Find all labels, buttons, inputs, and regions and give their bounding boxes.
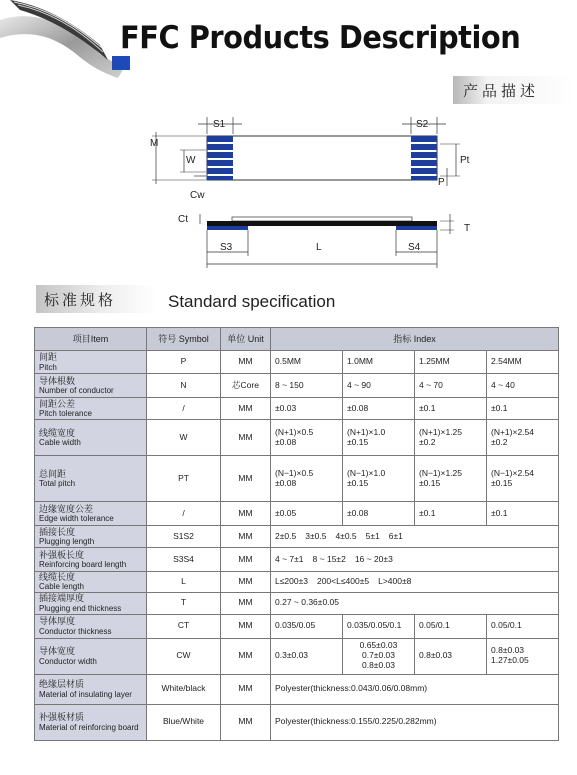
section-cn-tag — [36, 285, 156, 313]
item-cell — [35, 526, 147, 548]
label-t: T — [464, 223, 470, 234]
index-line: 0.65±0.03 — [359, 640, 398, 651]
index-value: Polyester(thickness:0.155/0.225/0.282mm) — [275, 716, 437, 727]
unit-cell: MM — [221, 420, 271, 456]
item-cn: 补强板材质 — [39, 712, 85, 723]
index-value: 6±1 — [388, 530, 403, 541]
symbol-cell: N — [147, 374, 221, 398]
item-en: Plugging length — [39, 537, 95, 547]
index-line: (N+1)×1.0 — [347, 426, 386, 437]
unit-cell: MM — [221, 456, 271, 502]
index-line: 0.8±0.03 — [491, 645, 525, 656]
label-s1: S1 — [213, 119, 226, 130]
unit-cell: MM — [221, 502, 271, 526]
table-row — [35, 548, 559, 572]
table-header-row — [35, 328, 559, 351]
left-conductor-group — [207, 136, 233, 180]
item-cn: 线缆长度 — [39, 572, 76, 582]
index-cell — [343, 456, 415, 502]
symbol-cell: CT — [147, 614, 221, 638]
item-cell — [35, 456, 147, 502]
index-cell — [415, 420, 487, 456]
index-line: (N−1)×1.25 — [419, 467, 462, 478]
label-s2: S2 — [416, 119, 429, 130]
item-cn: 插接长度 — [39, 526, 76, 537]
item-cell — [35, 704, 147, 740]
item-cell — [35, 638, 147, 674]
item-en: Cable width — [39, 438, 81, 448]
label-m: M — [150, 138, 159, 149]
index-line: ±0.15 — [347, 436, 369, 447]
index-cell — [343, 420, 415, 456]
page-header — [0, 0, 577, 80]
unit-cell: MM — [221, 351, 271, 374]
index-line: (N−1)×0.5 — [275, 467, 314, 478]
index-value: 200<L≤400±5 — [316, 575, 370, 586]
item-en: Pitch tolerance — [39, 409, 92, 419]
item-en: Total pitch — [39, 479, 76, 489]
index-cell — [271, 456, 343, 502]
index-cell: 4 ~ 90 — [343, 374, 415, 398]
right-conductor-group — [411, 136, 437, 180]
table-row — [35, 502, 559, 526]
item-cn: 总间距 — [39, 468, 67, 479]
index-cell: 0.3±0.03 — [271, 638, 343, 674]
index-cell: 1.0MM — [343, 351, 415, 374]
index-cell: ±0.03 — [271, 398, 343, 420]
item-cn: 间距公差 — [39, 398, 76, 409]
index-value: 0.27 ~ 0.36±0.05 — [275, 597, 339, 608]
item-en: Material of insulating layer — [39, 689, 132, 699]
index-cell: 1.25MM — [415, 351, 487, 374]
index-line: ±0.2 — [491, 436, 508, 447]
index-cell: 4 ~ 40 — [487, 374, 559, 398]
item-en: Material of reinforcing board — [39, 722, 139, 732]
index-cell-merged — [271, 526, 559, 548]
index-cell: ±0.08 — [343, 502, 415, 526]
item-en: Cable length — [39, 582, 84, 592]
index-line: 1.27±0.05 — [491, 655, 529, 666]
symbol-cell: PT — [147, 456, 221, 502]
index-cell: ±0.1 — [415, 398, 487, 420]
cn-subtitle: 产品描述 — [463, 82, 540, 100]
spec-table-body — [35, 351, 559, 741]
index-line: (N+1)×1.25 — [419, 426, 462, 437]
index-cell-merged — [271, 548, 559, 572]
index-cell: 0.05/0.1 — [487, 614, 559, 638]
index-cell: 0.05/0.1 — [415, 614, 487, 638]
item-cell — [35, 351, 147, 374]
item-cn: 导体宽度 — [39, 646, 76, 657]
unit-cell: MM — [221, 526, 271, 548]
symbol-cell: T — [147, 592, 221, 614]
index-value: L≤200±3 — [275, 575, 308, 586]
index-line: ±0.2 — [419, 436, 436, 447]
table-row — [35, 704, 559, 740]
table-row — [35, 398, 559, 420]
item-cn: 绝缘层材质 — [39, 679, 85, 690]
ffc-cable-graphic — [0, 0, 140, 78]
label-p: P — [438, 177, 445, 188]
table-row — [35, 592, 559, 614]
index-cell: 8 ~ 150 — [271, 374, 343, 398]
symbol-cell: CW — [147, 638, 221, 674]
unit-cell: MM — [221, 592, 271, 614]
item-en: Plugging end thickness — [39, 603, 122, 613]
index-line: (N−1)×2.54 — [491, 467, 534, 478]
item-en: Reinforcing board length — [39, 560, 127, 570]
label-s3: S3 — [220, 242, 233, 253]
index-line: 0.8±0.03 — [361, 659, 396, 670]
index-cell — [271, 420, 343, 456]
index-cell — [487, 638, 559, 674]
item-cn: 间距 — [39, 352, 58, 363]
ffc-dimension-diagram — [150, 110, 470, 280]
item-en: Pitch — [39, 362, 57, 372]
index-line: (N−1)×1.0 — [347, 467, 386, 478]
index-cell — [487, 456, 559, 502]
index-cell — [487, 420, 559, 456]
index-line: ±0.15 — [419, 477, 441, 488]
item-cell — [35, 548, 147, 572]
unit-cell: MM — [221, 572, 271, 593]
section-en-title: Standard specification — [168, 292, 336, 311]
index-cell: 0.035/0.05/0.1 — [343, 614, 415, 638]
item-cn: 导体根数 — [39, 375, 76, 386]
symbol-cell: P — [147, 351, 221, 374]
label-pt: Pt — [460, 155, 470, 166]
symbol-cell: / — [147, 398, 221, 420]
index-value: Polyester(thickness:0.043/0.06/0.08mm) — [275, 683, 428, 694]
header-item: 项目Item — [35, 328, 147, 351]
item-cn: 线缆宽度 — [39, 427, 76, 438]
index-value: 4±0.5 — [335, 530, 357, 541]
item-cell — [35, 614, 147, 638]
index-cell — [415, 456, 487, 502]
unit-cell: MM — [221, 674, 271, 704]
index-cell: ±0.1 — [487, 502, 559, 526]
section-cn-title: 标准规格 — [44, 291, 117, 309]
index-line: (N+1)×2.54 — [491, 426, 534, 437]
index-value: L>400±8 — [378, 575, 412, 586]
symbol-cell: S3S4 — [147, 548, 221, 572]
index-cell-merged — [271, 704, 559, 740]
unit-cell: MM — [221, 614, 271, 638]
item-cn: 插接端厚度 — [39, 593, 85, 604]
label-cw: Cw — [190, 190, 205, 201]
label-s4: S4 — [408, 242, 421, 253]
item-en: Conductor width — [39, 656, 97, 666]
index-cell: 2.54MM — [487, 351, 559, 374]
table-row — [35, 526, 559, 548]
unit-cell: MM — [221, 548, 271, 572]
item-en: Number of conductor — [39, 386, 114, 396]
item-cell — [35, 398, 147, 420]
index-value: 8 ~ 15±2 — [312, 553, 346, 564]
header-index: 指标 Index — [271, 328, 559, 351]
item-cell — [35, 374, 147, 398]
symbol-cell: L — [147, 572, 221, 593]
symbol-cell: W — [147, 420, 221, 456]
index-cell: ±0.1 — [415, 502, 487, 526]
index-cell-merged — [271, 592, 559, 614]
item-cell — [35, 592, 147, 614]
symbol-cell: White/black — [147, 674, 221, 704]
index-line: (N+1)×0.5 — [275, 426, 314, 437]
index-value: 2±0.5 — [275, 530, 297, 541]
table-row — [35, 638, 559, 674]
index-cell: 4 ~ 70 — [415, 374, 487, 398]
item-en: Edge width tolerance — [39, 514, 114, 524]
table-row — [35, 572, 559, 593]
item-en: Conductor thickness — [39, 626, 112, 636]
index-line: 0.7±0.03 — [361, 650, 396, 661]
index-cell: 0.035/0.05 — [271, 614, 343, 638]
index-cell — [343, 638, 415, 674]
symbol-cell: Blue/White — [147, 704, 221, 740]
item-cell — [35, 420, 147, 456]
index-cell: 0.5MM — [271, 351, 343, 374]
item-cell — [35, 674, 147, 704]
index-cell: 0.8±0.03 — [415, 638, 487, 674]
index-line: ±0.08 — [275, 436, 297, 447]
table-row — [35, 420, 559, 456]
table-row — [35, 614, 559, 638]
index-line: ±0.15 — [347, 477, 369, 488]
symbol-cell: / — [147, 502, 221, 526]
unit-cell: MM — [221, 398, 271, 420]
symbol-cell: S1S2 — [147, 526, 221, 548]
label-w: W — [186, 155, 196, 166]
table-row — [35, 374, 559, 398]
header-unit: 单位 Unit — [221, 328, 271, 351]
table-row — [35, 351, 559, 374]
cn-subtitle-tag — [453, 76, 573, 104]
index-value: 4 ~ 7±1 — [275, 553, 304, 564]
unit-cell: 芯Core — [221, 374, 271, 398]
index-line: ±0.15 — [491, 477, 513, 488]
item-cn: 补强板长度 — [39, 549, 85, 560]
index-value: 3±0.5 — [305, 530, 327, 541]
label-l: L — [316, 242, 322, 253]
index-cell: ±0.1 — [487, 398, 559, 420]
header-symbol: 符号 Symbol — [147, 328, 221, 351]
index-value: 5±1 — [365, 530, 380, 541]
index-value: 16 ~ 20±3 — [354, 553, 393, 564]
index-line: ±0.08 — [275, 477, 297, 488]
unit-cell: MM — [221, 638, 271, 674]
table-row — [35, 456, 559, 502]
unit-cell: MM — [221, 704, 271, 740]
spec-table — [34, 327, 559, 741]
label-ct: Ct — [178, 214, 188, 225]
item-cn: 边缘宽度公差 — [39, 503, 94, 514]
page-title: FFC Products Description — [120, 20, 521, 56]
table-row — [35, 674, 559, 704]
index-cell-merged — [271, 572, 559, 593]
index-cell: ±0.08 — [343, 398, 415, 420]
item-cell — [35, 502, 147, 526]
index-cell: ±0.05 — [271, 502, 343, 526]
item-cell — [35, 572, 147, 593]
item-cn: 导体厚度 — [39, 616, 76, 627]
index-cell-merged — [271, 674, 559, 704]
